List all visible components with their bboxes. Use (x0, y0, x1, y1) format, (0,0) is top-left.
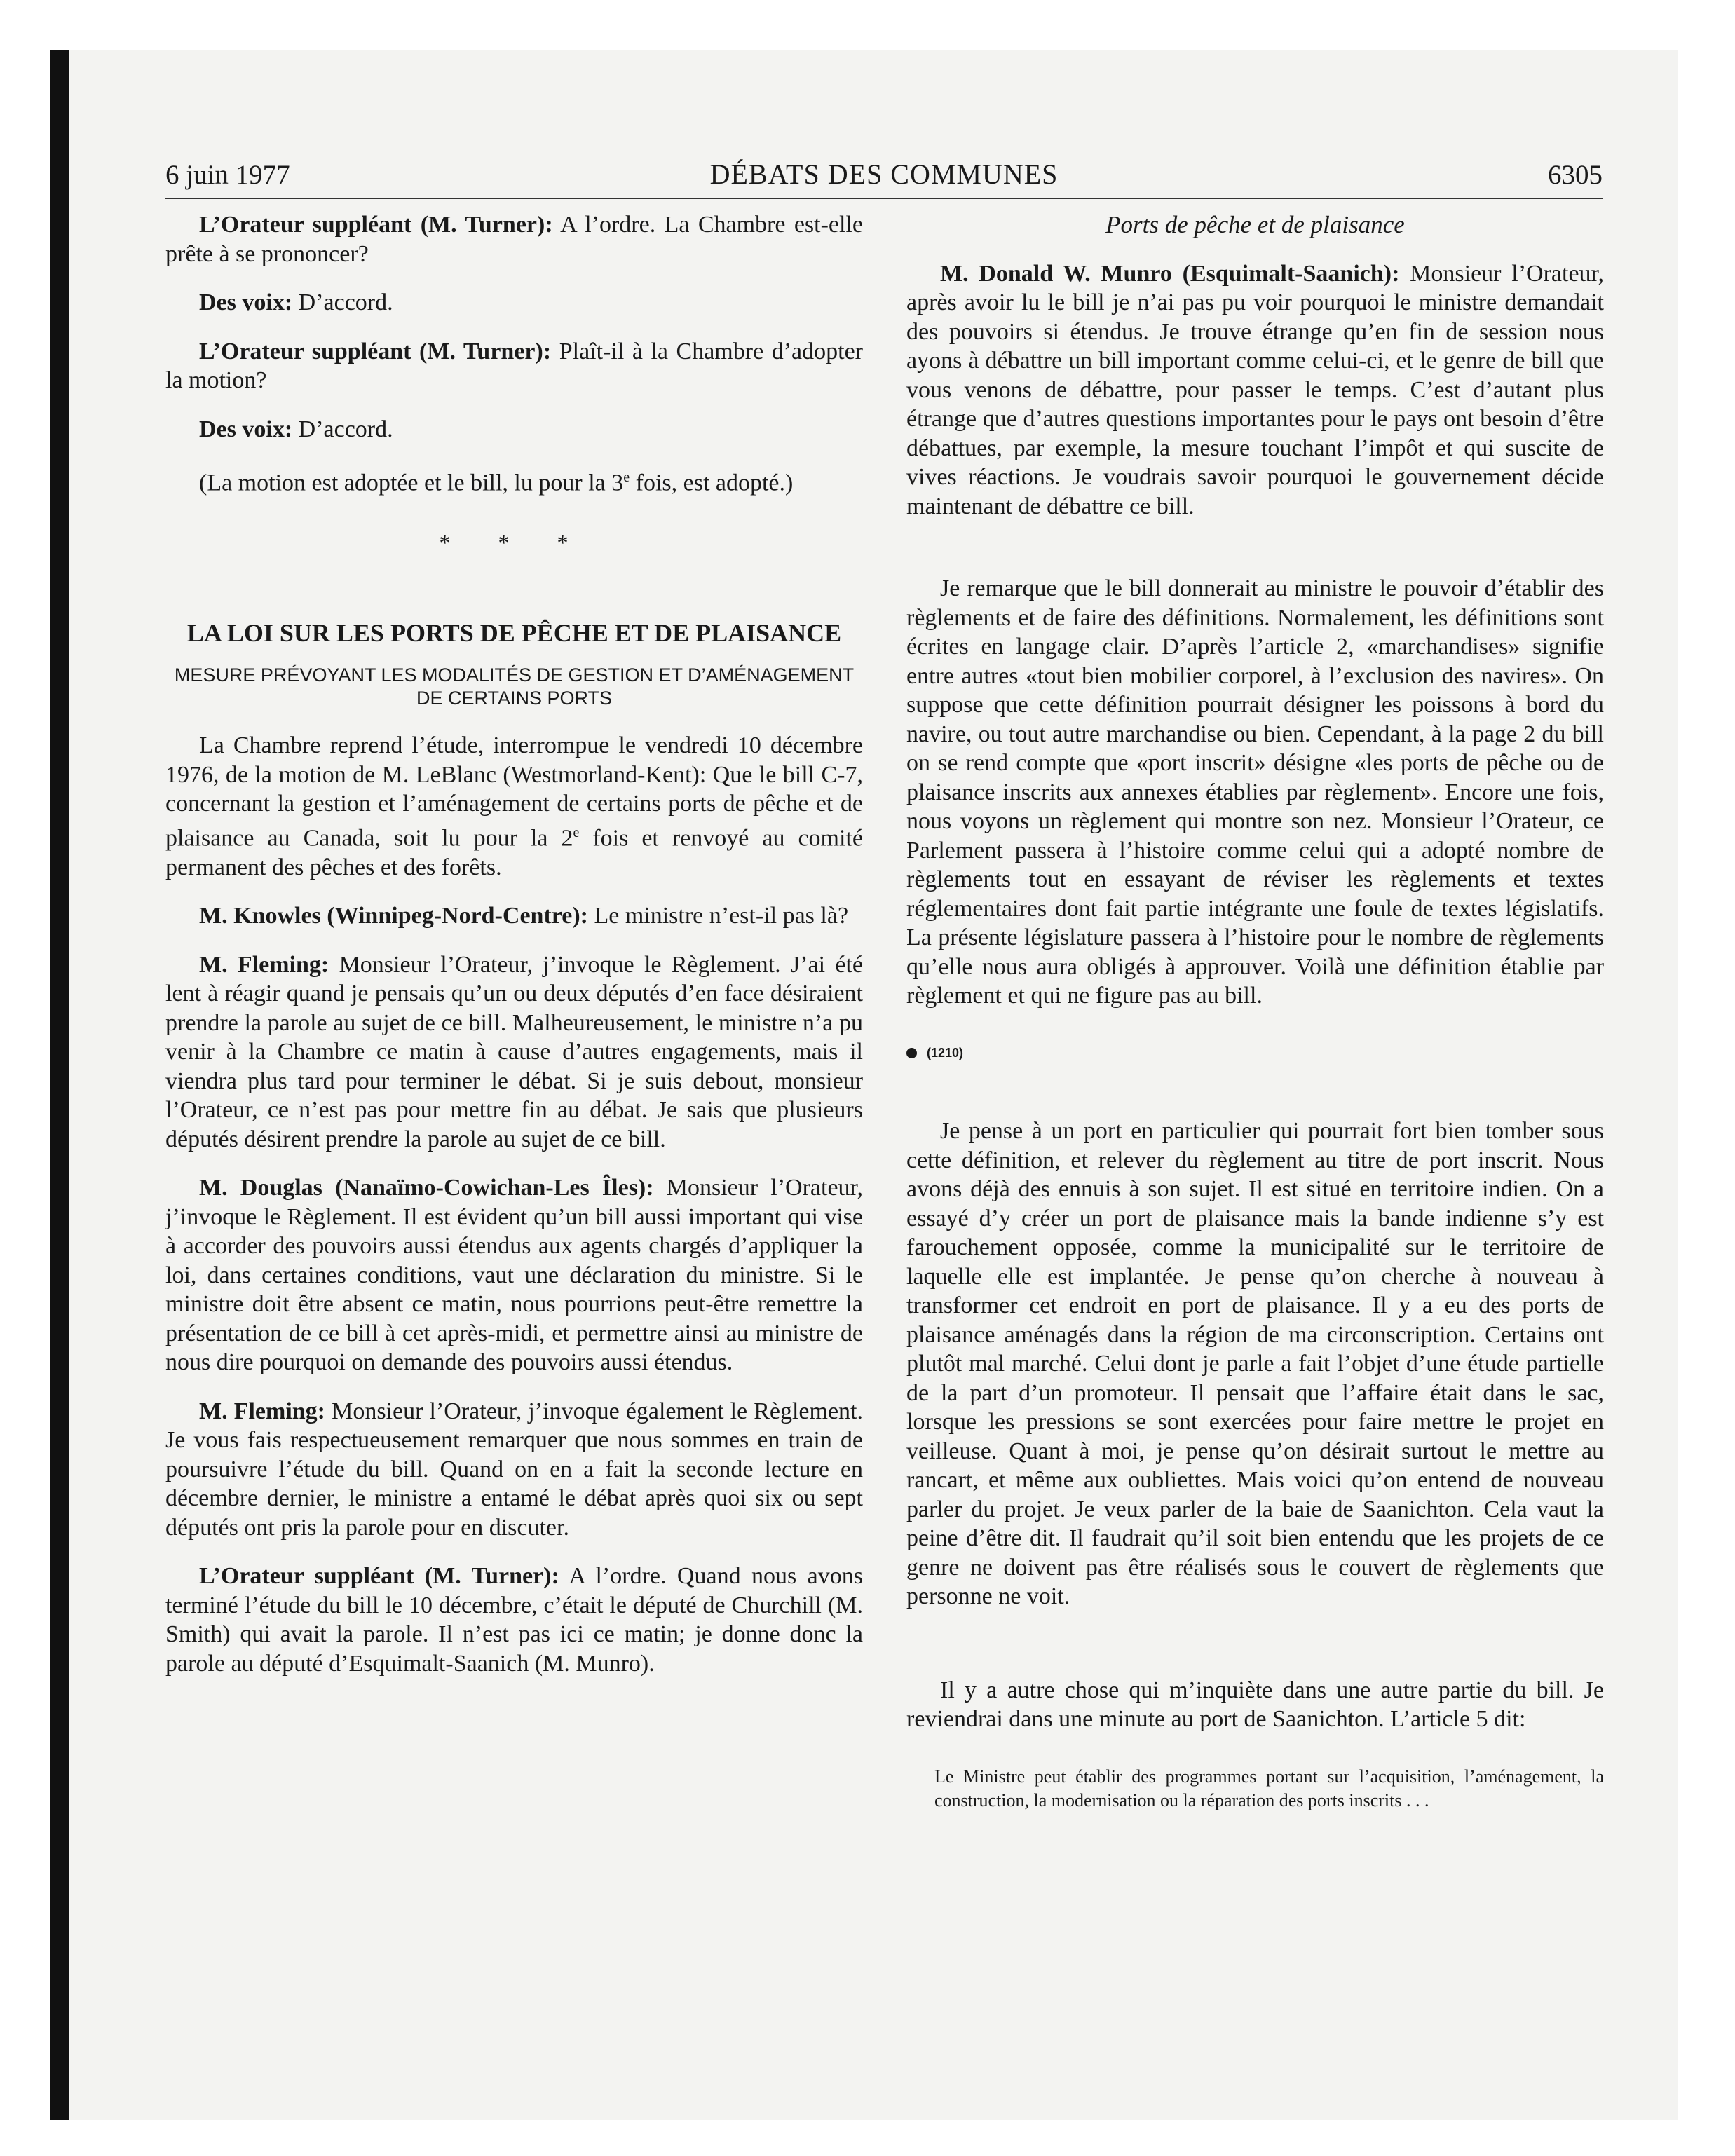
paragraph (165, 415, 863, 444)
paragraph (165, 950, 863, 1154)
speaker-name: M. Donald W. Munro (Esquimalt-Saanich): (940, 260, 1400, 287)
paragraph: Je remarque que le bill donnerait au ministre le pouvoir d’établir des règlements et de faire des définitions. Normalement, les définitions sont écrites en langage clair. D’après l’article 2, «marchandises» signifie entre autres «tout bien mobilier corporel, à l’exclusion des navires». On suppose que cette définition pourrait désigner les poissons à bord du navire, ou tout autre marchandise ou bien. Cependant, à la page 2 du bill on se rend compte que «port inscrit» désigne «les ports de pêche ou de plaisance inscrits aux annexes établies par règlement». Encore une fois, nous voyons un règlement qui montre son nez. Monsieur l’Orateur, ce Parlement passera à l’histoire comme celui qui a adopté nombre de règlements tout en essayant de réviser les règlements et textes réglementaires dont fait partie intégrante une foule de textes législatifs. La présente législature passera à l’histoire pour le nombre de règlements qu’elle nous aura obligés à approuver. Voilà une définition établie par règlement et qui ne figure pas au bill. (906, 575, 1604, 1009)
left-column (165, 210, 863, 1698)
speech-text: A l’ordre. Quand nous avons terminé l’étude du bill le 10 décembre, c’était le député de Churchill (M. Smith) qui avait la parole. Il n’est pas ici ce matin; je donne donc la parole au député d’Esquimalt-Saanich (M. Munro). (165, 1563, 863, 1677)
speaker-name: L’Orateur suppléant (M. Turner): (199, 338, 552, 364)
speaker-name: M. Douglas (Nanaïmo-Cowichan-Les Îles): (199, 1175, 654, 1201)
paragraph (165, 288, 863, 318)
paragraph: Je pense à un port en particulier qui pourrait fort bien tomber sous cette définition, et relever du règlement au titre de port inscrit. Nous avons déjà des ennuis à son sujet. Il est situé en territoire indien. On a essayé d’y créer un port de plaisance mais la bande indienne s’y est farouchement opposée, comme la municipalité sur le territoire de laquelle elle est implantée. Je pense qu’on cherche à nouveau à transformer cet endroit en port de plaisance. Il y a eu des ports de plaisance aménagés dans la région de ma circonscription. Certains ont plutôt mal marché. Celui dont je parle a fait l’objet d’une étude partielle de la part d’un promoteur. Il pensait que l’affaire était dans le sac, lorsque les pressions se sont exercées pour faire mettre le projet en veilleuse. Quant à moi, je pense qu’on désirait surtout le mettre au rancart, et même aux oubliettes. Mais voici qu’on entend de nouveau parler du projet. Je veux parler de la baie de Saanichton. Cela vaut la peine d’être dit. Il faudrait qu’il soit bien entendu que les projets de ce genre ne doivent pas être réalisés sous le couvert de règlements que personne ne voit. (906, 1118, 1604, 1609)
section-subtitle: MESURE PRÉVOYANT LES MODALITÉS DE GESTION ET D’AMÉNAGEMENT DE CERTAINS PORTS (174, 664, 855, 709)
time-marker (906, 1039, 1604, 1068)
running-head: Ports de pêche et de plaisance (1105, 211, 1405, 238)
paragraph (165, 1397, 863, 1543)
speaker-name: Des voix: (199, 416, 293, 442)
paragraph (165, 1562, 863, 1678)
speech-text: Le ministre n’est-il pas là? (587, 903, 849, 929)
speaker-name: M. Knowles (Winnipeg-Nord-Centre): (199, 903, 588, 929)
header-date: 6 juin 1977 (165, 160, 290, 190)
paragraph (165, 731, 863, 882)
text-part: fois et renvoyé au comité permanent des pêches et des forêts. (165, 825, 863, 880)
spacer (906, 1631, 1604, 1676)
speaker-name: L’Orateur suppléant (M. Turner): (199, 1563, 559, 1590)
right-column (906, 210, 1604, 1813)
page-header (165, 150, 1603, 199)
speech-text: Plaît-il à la Chambre d’adopter la motion? (165, 338, 863, 393)
speech-text: Monsieur l’Orateur, après avoir lu le bill je n’ai pas pu voir pourquoi le ministre demandait des pouvoirs si étendus. Je trouve étrange qu’en fin de session nous ayons à débattre un bill important comme celui-ci, et le genre de bill que vous venons de débattre, pour passer le temps. C’est d’autant plus étrange que d’autres questions importantes pour le pays ont besoin d’être débattues, par exemple, la mesure touchant l’impôt et qui suscite de vives réactions. Je voudrais savoir pourquoi le gouvernement décide maintenant de débattre ce bill. (906, 260, 1604, 519)
spacer (906, 540, 1604, 574)
header-title: DÉBATS DES COMMUNES (709, 158, 1059, 190)
paragraph (906, 259, 1604, 521)
paragraph (165, 1173, 863, 1377)
speaker-name: L’Orateur suppléant (M. Turner): (199, 212, 553, 238)
speech-text: D’accord. (292, 416, 393, 442)
text-part: (La motion est adoptée et le bill, lu pour la 3 (199, 470, 624, 496)
paragraph (165, 210, 863, 268)
section-separator: * * * (439, 529, 590, 555)
page-number: 6305 (1548, 160, 1603, 190)
paragraph (165, 463, 863, 498)
speaker-name: Des voix: (199, 289, 293, 315)
speech-text: Monsieur l’Orateur, j’invoque le Règlement. J’ai été lent à réagir quand je pensais qu’un ou deux députés d’en face désiraient prendre la parole au sujet de ce bill. Malheureusement, le ministre n’a pu venir à la Chambre ce matin à cause d’autres engagements, mais il viendra plus tard pour terminer le débat. Si je suis debout, monsieur l’Orateur, ce n’est pas pour mettre fin au débat. Je sais que plusieurs députés désirent prendre la parole au sujet de ce bill. (165, 951, 863, 1152)
text-part: La Chambre reprend l’étude, interrompue le vendredi 10 décembre 1976, de la motion de M. LeBlanc (Westmorland-Kent): Que le bill C-7, concernant la gestion et l’aménagement de certains ports de pêche et de plaisance au Canada, soit lu pour la 2 (165, 732, 863, 852)
speaker-name: M. Fleming: (199, 951, 329, 978)
superscript: e (573, 824, 580, 840)
scan-edge-bar (50, 50, 69, 2120)
paragraph: Il y a autre chose qui m’inquiète dans une autre partie du bill. Je reviendrai dans une minute au port de Saanichton. L’article 5 dit: (906, 1677, 1604, 1732)
speaker-name: M. Fleming: (199, 1398, 325, 1424)
bullet-dot-icon (906, 1048, 917, 1058)
speech-text: A l’ordre. La Chambre est-elle prête à se prononcer? (165, 212, 863, 267)
superscript: e (623, 470, 630, 485)
section-title: LA LOI SUR LES PORTS DE PÊCHE ET DE PLAISANCE (186, 619, 842, 648)
text-part: fois, est adopté.) (630, 470, 794, 496)
header-rule (165, 198, 1603, 199)
quoted-text: Le Ministre peut établir des programmes portant sur l’acquisition, l’aménagement, la construction, la modernisation ou la réparation des ports inscrits . . . (934, 1766, 1604, 1810)
speech-text: D’accord. (292, 289, 393, 315)
paragraph (165, 901, 863, 931)
timestamp-text: (1210) (927, 1045, 964, 1060)
speech-text: Monsieur l’Orateur, j’invoque le Règlement. Il est évident qu’un bill aussi important qui vise à accorder des pouvoirs aussi étendus aux agents chargés d’appliquer la loi, dans certaines conditions, vaut une déclaration du ministre. Si le ministre doit être absent ce matin, nous pourrions peut-être remettre la présentation de ce bill à cet après-midi, et permettre ainsi au ministre de nous dire pourquoi on demande des pouvoirs aussi étendus. (165, 1175, 863, 1376)
speech-text: Monsieur l’Orateur, j’invoque également le Règlement. Je vous fais respectueusement remarquer que nous sommes en train de poursuivre l’étude du bill. Quand on en a fait la seconde lecture en décembre dernier, le ministre a entamé le débat après quoi six ou sept députés ont pris la parole pour en discuter. (165, 1398, 863, 1541)
paragraph (165, 337, 863, 395)
